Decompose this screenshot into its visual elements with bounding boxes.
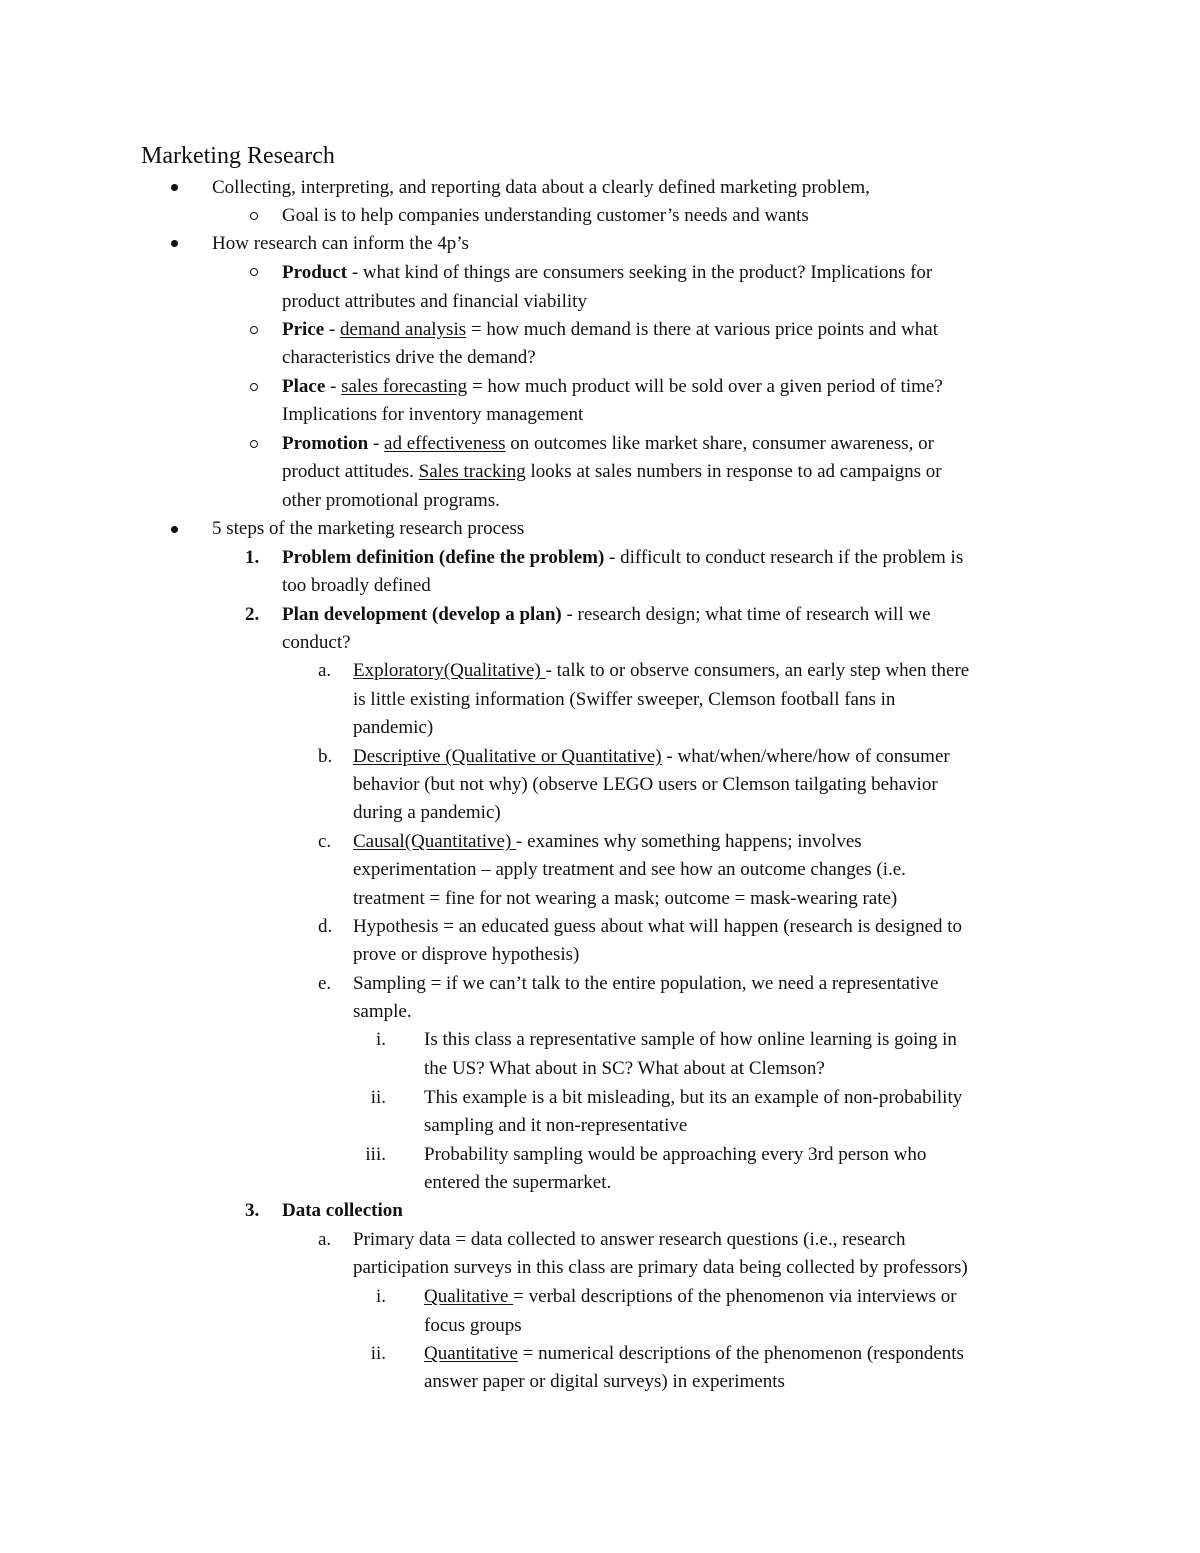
price-label: Price [282,319,325,340]
step-text: - research design; what time of research will we [561,604,931,625]
step-line [282,601,931,629]
list-item-text: Hypothesis = an educated guess about what will happen (research is designed to [353,916,963,937]
step-text: - difficult to conduct research if the problem is [604,547,964,568]
roman-item-text: = numerical descriptions of the phenomenon (respondents [517,1343,964,1364]
list-item-text: Sampling = if we can’t talk to the entire population, we need a representative [353,973,939,994]
list-marker: e. [318,973,332,994]
list-item-text-cont: is little existing information (Swiffer sweeper, Clemson football fans in [353,689,896,710]
product-label: Product [282,262,348,283]
roman-marker: i. [375,1029,386,1050]
place-line [282,373,943,401]
promotion-term: ad effectiveness [384,433,506,454]
roman-marker: ii. [370,1343,386,1364]
promotion-text-a: product attitudes. [282,461,419,482]
bullet-text: Collecting, interpreting, and reporting data about a clearly defined marketing problem, [212,177,870,198]
step-label: Problem definition (define the problem) [282,547,605,568]
roman-item-text: = verbal descriptions of the phenomenon via interviews or [513,1286,957,1307]
promotion-text: on outcomes like market share, consumer awareness, or [505,433,934,454]
roman-item-text-cont: sampling and it non-representative [424,1115,688,1136]
list-item-text: - talk to or observe consumers, an early step when there [545,660,970,681]
price-term: demand analysis [340,319,467,340]
price-text: = how much demand is there at various price points and what [466,319,938,340]
bullet-dot [171,184,178,191]
list-item-text-cont: behavior (but not why) (observe LEGO users or Clemson tailgating behavior [353,774,938,795]
place-label: Place [282,376,326,397]
hollow-bullet [250,268,258,276]
step-label: Plan development (develop a plan) [282,604,562,625]
step-number: 2. [245,604,260,625]
roman-item-text: This example is a bit misleading, but its an example of non-probability [424,1087,963,1108]
list-item-text-cont: during a pandemic) [353,802,501,823]
hollow-bullet [250,212,258,220]
dash: - [325,376,342,397]
roman-marker: ii. [370,1087,386,1108]
roman-item-line [424,1340,964,1368]
list-item-text: Primary data = data collected to answer research questions (i.e., research [353,1229,906,1250]
roman-item-text-cont: answer paper or digital surveys) in experiments [424,1371,785,1392]
product-text-cont: product attributes and financial viability [282,291,587,312]
step-label: Data collection [282,1200,403,1221]
hollow-bullet [250,440,258,448]
place-term: sales forecasting [341,376,468,397]
bullet-text: How research can inform the 4p’s [212,233,469,254]
hollow-bullet [250,383,258,391]
bullet-dot [171,240,178,247]
place-text: = how much product will be sold over a given period of time? [467,376,943,397]
list-item-text-cont: experimentation – apply treatment and see how an outcome changes (i.e. [353,859,906,880]
list-item-text: - examines why something happens; involves [516,831,862,852]
product-text: - what kind of things are consumers seeking in the product? Implications for [347,262,933,283]
list-marker: a. [318,660,332,681]
roman-marker: iii. [365,1144,386,1165]
hollow-bullet [250,326,258,334]
step-text-cont: too broadly defined [282,575,431,596]
product-line [282,259,932,287]
list-marker: c. [318,831,332,852]
roman-item-text-cont: entered the supermarket. [424,1172,612,1193]
list-item-line [353,743,950,771]
sales-tracking-term: Sales tracking [418,461,526,482]
dash: - [324,319,341,340]
step-line [282,1197,403,1225]
roman-item-text-cont: the US? What about in SC? What about at Clemson? [424,1058,825,1079]
price-text-cont: characteristics drive the demand? [282,347,536,368]
step-number: 3. [245,1200,260,1221]
list-item-text-cont: pandemic) [353,717,434,738]
promotion-text-cont [282,458,942,486]
list-item-text-cont: treatment = fine for not wearing a mask; outcome = mask-wearing rate) [353,888,898,909]
roman-marker: i. [375,1286,386,1307]
list-item-text-cont: prove or disprove hypothesis) [353,944,580,965]
list-item-line [353,657,969,685]
promotion-label: Promotion [282,433,369,454]
list-item-text-cont: participation surveys in this class are primary data being collected by professors) [353,1257,968,1278]
step-text-cont: conduct? [282,632,351,653]
promotion-text-b: looks at sales numbers in response to ad campaigns or [525,461,942,482]
bullet-text: 5 steps of the marketing research process [212,518,525,539]
promotion-text-cont: other promotional programs. [282,490,500,511]
descriptive-term: Descriptive (Qualitative or Quantitative) [353,746,662,767]
list-marker: b. [318,746,333,767]
sub-bullet-text: Goal is to help companies understanding customer’s needs and wants [282,205,809,226]
place-text-cont: Implications for inventory management [282,404,584,425]
qualitative-term: Qualitative [424,1286,514,1307]
roman-item-text: Probability sampling would be approaching every 3rd person who [424,1144,927,1165]
exploratory-term: Exploratory(Qualitative) [353,660,546,681]
step-number: 1. [245,547,260,568]
roman-item-text: Is this class a representative sample of how online learning is going in [424,1029,957,1050]
causal-term: Causal(Quantitative) [353,831,517,852]
step-line [282,544,963,572]
list-marker: d. [318,916,333,937]
list-item-text-cont: sample. [353,1001,412,1022]
bullet-dot [171,526,178,533]
roman-item-text-cont: focus groups [424,1315,522,1336]
list-item-text: - what/when/where/how of consumer [661,746,950,767]
price-line [282,316,938,344]
page-title: Marketing Research [141,143,335,169]
quantitative-term: Quantitative [424,1343,518,1364]
promotion-line [282,430,934,458]
roman-item-line [424,1283,957,1311]
dash: - [368,433,385,454]
list-marker: a. [318,1229,332,1250]
list-item-line [353,828,862,856]
